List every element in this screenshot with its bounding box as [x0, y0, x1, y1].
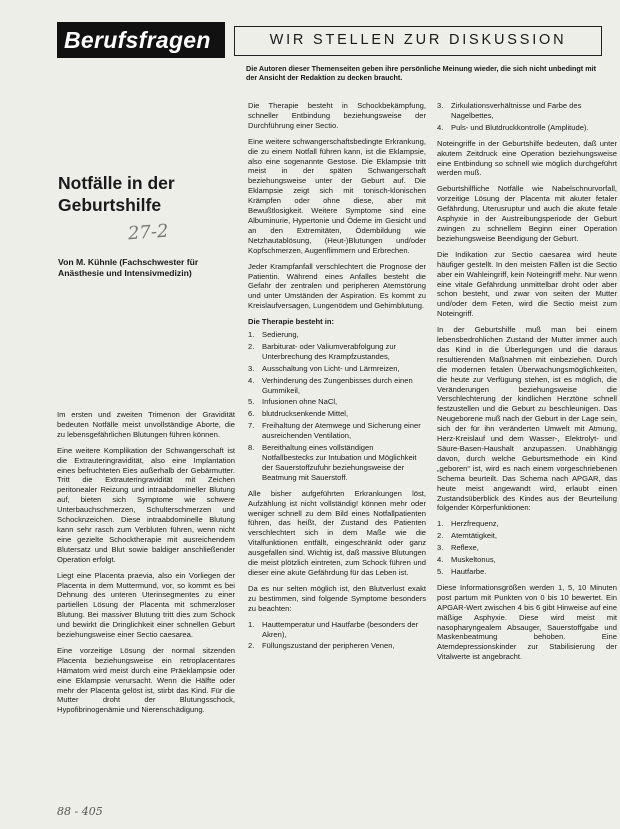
- symptom-list-continued: [437, 101, 617, 133]
- paragraph: Da es nur selten möglich ist, den Blutverlust exakt zu bestimmen, sind folgende Symptome besonders zu beachten:: [248, 583, 426, 613]
- paragraph: Diese Informationsgrößen werden 1, 5, 10 Minuten post partum mit Punkten von 0 bis 10 bewertet. Ein APGAR-Wert zwischen 4 bis 6 gibt Hinweise auf eine mäßige Asphyxie. Diese wird meist mit nasopharyngealem Absauger, Sauerstoffgabe und Maskenbeatmung behoben. Eine Atemdepressionskinder zur Stabilisierung der Vitalwerte ist angebracht.: [437, 582, 617, 662]
- list-item: 4. Verhinderung des Zungenbisses durch einen Gummikeil,: [248, 375, 413, 395]
- list-item: 1. Hauttemperatur und Hautfarbe (besonders der Akren),: [248, 619, 419, 639]
- section-badge: Berufsfragen: [57, 22, 225, 58]
- list-item: 5. Hautfarbe.: [437, 566, 487, 576]
- paragraph: Alle bisher aufgeführten Erkrankungen löst, Aufzählung ist nicht vollständig! können mehr oder weniger schnell zu dem Bild eines Notfallpatienten führen, das heißt, der Zustand des Patienten verschlechtert sich in dem Maße wie die Vitalfunktionen entfällt, eingeschränkt oder ganz ausgefallen sind. Wichtig ist, daß massive Blutungen die meist plötzlich eintreten, zum Schock führen und dieser eine akute Gefährdung für das Leben ist.: [248, 488, 426, 577]
- list-item: 3. Zirkulationsverhältnisse und Farbe des Nagelbettes,: [437, 101, 582, 120]
- list-item: 2. Barbiturat- oder Valiumverabfolgung zur Unterbrechung des Krampfzustandes,: [248, 341, 397, 361]
- paragraph: Jeder Krampfanfall verschlechtert die Prognose der Patientin. Während eines Anfalles besteht die Gefahr der zentralen und peripheren Atemstörung und unter Umständen der Aspiration. Es kommt zu Kreislaufversagen, Lungenödem und Gehirnblutung.: [248, 261, 426, 311]
- therapy-heading: Die Therapie besteht in:: [248, 317, 335, 327]
- article-author: Von M. Kühnle (Fachschwester für Anästhesie und Intensivmedizin): [58, 257, 199, 278]
- list-item: 3. Reflexe,: [437, 543, 479, 553]
- paragraph: Geburtshilfliche Notfälle wie Nabelschnurvorfall, vorzeitige Lösung der Placenta mit akuter fetaler Gefährdung, Uterusruptur und auch die akute fetale Asphyxie in der Austreibungsperiode der Geburt zwingen zu schnellem Beginn einer Operation beziehungsweise Beendigung der Geburt.: [437, 184, 617, 243]
- list-item: 1. Sedierung,: [248, 330, 299, 340]
- apgar-list: [437, 519, 617, 577]
- list-item: 4. Muskeltonus,: [437, 555, 496, 565]
- article-title: Notfälle in der Geburtshilfe: [58, 173, 175, 215]
- list-item: 8. Bereithaltung eines vollständigen Notfallbestecks zur Intubation und Möglichkeit der Sauerstoffzufuhr beziehungsweise der Beatmung mit Sauerstoff.: [248, 443, 417, 482]
- rubric-banner: WIR STELLEN ZUR DISKUSSION: [234, 26, 602, 56]
- list-item: 6. blutdrucksenkende Mittel,: [248, 409, 349, 419]
- paragraph: Eine weitere schwangerschaftsbedingte Erkrankung, die zu einem Notfall führen kann, ist die Eklampsie, also eine sogenannte Gestose. Die Eklampsie tritt meist in der späten Schwangerschaft beziehungsweise unter der Geburt auf. Die Eklampsie zeigt sich mit tonisch-klonischen Krämpfen oder ohne diese, aber mit Bewußtlosigkeit. Weitere Symptome sind eine Albuminurie, Hypertonie und Ödeme im Gesicht und an den Extremitäten, Ödembildung wie Netzhautablösung, (Heut-)Blutungen und/oder Kopfschmerzen, Augenflimmern und Erbrechen.: [248, 136, 426, 255]
- list-item: 2. Füllungszustand der peripheren Venen,: [248, 641, 395, 651]
- paragraph: Eine weitere Komplikation der Schwangerschaft ist die Extrauteringravidität, also eine Implantation eines befruchteten Eies außerhalb der Gebärmutter. Tritt die Extrauteringravidität mit Zeichen peritonealer Reizung und intraabdomineller Blutung auf, bieten sich Symptome wie schwere Unterbauchschmerzen, Schulterschmerzen und Schocknzeichen. Diese intraabdominelle Blutung kann sehr rasch zum Verbluten führen, wenn nicht eine gezielte Schocktherapie mit ausreichendem Blutersatz und Blut sowie baldiger anschließender Operation erfolgt.: [57, 445, 235, 564]
- editor-note: Die Autoren dieser Themenseiten geben ihre persönliche Meinung wieder, die sich nicht unbedingt mit der Ansicht der Redaktion zu decken braucht.: [246, 64, 596, 82]
- list-item: 2. Atemtätigkeit,: [437, 531, 498, 541]
- column-1: [57, 410, 235, 721]
- list-item: 4. Puls- und Blutdruckkontrolle (Amplitude).: [437, 122, 589, 132]
- paragraph: Eine vorzeitige Lösung der normal sitzenden Placenta beziehungsweise ein retroplacentares Hämatom wird meist durch eine Präeklampsie oder eine Eklampsie verursacht. Wenn die Hälfte oder mehr der Placenta gelöst ist, stirbt das Kind. Für die Mutter droht der Blutungsschock, Hypofibrinogenämie und Nierenschädigung.: [57, 645, 235, 715]
- column-3: [437, 101, 617, 668]
- paragraph: Die Indikation zur Sectio caesarea wird heute häufiger gestellt. In den meisten Fällen ist die Sectio aber ein Wahleingriff, kein Noteingriff mehr. Nur wenn eine vitale Gefährdung unmittelbar droht oder aber schon besteht, und zwar von seiten der Mutter und/oder dem Feten, wird die Sectio meist zum Noteingriff.: [437, 249, 617, 319]
- column-2: [248, 101, 426, 657]
- paragraph: Noteingriffe in der Geburtshilfe bedeuten, daß unter akutem Zeitdruck eine Operation beziehungsweise eine Entbindung so schnell wie möglich durchgeführt werden muß.: [437, 138, 617, 178]
- paragraph: Im ersten und zweiten Trimenon der Gravidität bedeuten Notfälle meist unvollständige Aborte, die zu lebensgefährlichen Blutungen führen können.: [57, 410, 235, 439]
- list-item: 7. Freihaltung der Atemwege und Sicherung einer ausreichenden Ventilation,: [248, 421, 421, 441]
- paragraph: Liegt eine Placenta praevia, also ein Vorliegen der Placenta in dem Muttermund, vor, so kommt es bei Dehnung des unteren Uterinsegmentes zu einer partiellen Lösung der Placenta mit schmerzloser Blutung. Bei massiver Blutung tritt dies zum Schock und bewirkt die Dringlichkeit einer schnellen Geburt beziehungsweise einer Sectio caesarea.: [57, 570, 235, 640]
- list-item: 1. Herzfrequenz,: [437, 519, 499, 529]
- list-item: 5. Infusionen ohne NaCl,: [248, 397, 338, 407]
- list-item: 3. Ausschaltung von Licht- und Lärmreizen,: [248, 363, 400, 373]
- paragraph: In der Geburtshilfe muß man bei einem lebensbedrohlichen Zustand der Mutter immer auch das Kind in die Überlegungen und die daraus resultierenden Maßnahmen mit einbeziehen. Durch die modernen fetalen Überwachungsmöglichkeiten, die heute zur Verfügung stehen, ist es möglich, die Veränderungen beziehungsweise die Verschlechterung der kindlichen Herztöne schnell festzustellen und die Geburt zu beschleunigen. Das Neugeborene muß nach der Geburt in der Lage sein, sich der für ihn veränderten Umwelt mit Atmung, Herz-Kreislauf und dem Wasser-, Elektrolyt- und Säure-Basen-Haushalt anzupassen. Unabhängig davon, durch welche Geburtsmethode ein Kind „geboren“ ist, wird es nach einem vorgeschriebenen Schema beurteilt. Das Schema nach APGAR, das heute meist angewandt wird, erlaubt einen Zustandsüberblick des Kindes aus der Beurteilung folgender Körperfunktionen:: [437, 325, 617, 513]
- symptom-list: [248, 620, 426, 652]
- paragraph: Die Therapie besteht in Schockbekämpfung, schneller Entbindung beziehungsweise der Durchführung einer Sectio.: [248, 101, 426, 130]
- page-folio: 88 - 405: [57, 805, 103, 818]
- handwritten-annotation: 27-2: [127, 220, 170, 245]
- therapy-list: [248, 330, 426, 483]
